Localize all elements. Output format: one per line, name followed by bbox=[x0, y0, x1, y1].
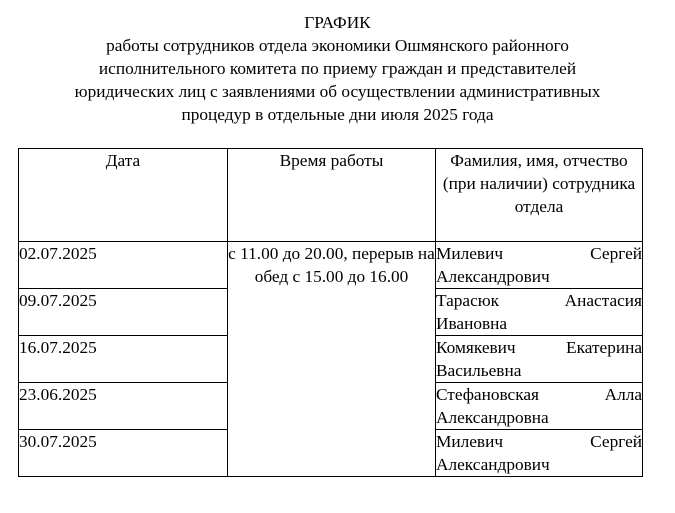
employee-patronymic: Васильевна bbox=[436, 361, 522, 380]
employee-patronymic: Александрович bbox=[436, 267, 550, 286]
employee-patronymic: Александровна bbox=[436, 408, 549, 427]
row-employee bbox=[436, 336, 643, 383]
employee-name: Милевич Сергей bbox=[436, 244, 642, 263]
schedule-table bbox=[18, 148, 643, 477]
employee-name: Милевич Сергей bbox=[436, 432, 642, 451]
header-date: Дата bbox=[19, 149, 228, 242]
heading-line-1: работы сотрудников отдела экономики Ошмянского районного bbox=[106, 36, 569, 55]
row-employee bbox=[436, 383, 643, 430]
table-header-row bbox=[19, 149, 643, 242]
employee-name: Тарасюк Анастасия bbox=[436, 291, 642, 310]
employee-patronymic: Александрович bbox=[436, 455, 550, 474]
heading-line-3: юридических лиц с заявлениями об осуществлении административных bbox=[74, 82, 601, 101]
row-employee bbox=[436, 289, 643, 336]
heading-line-4: процедур в отдельные дни июля 2025 года bbox=[181, 105, 494, 124]
row-date: 16.07.2025 bbox=[19, 336, 228, 383]
row-employee bbox=[436, 430, 643, 477]
work-time-cell: с 11.00 до 20.00, перерыв на обед с 15.00 до 16.00 bbox=[228, 242, 436, 477]
employee-name: Стефановская Алла bbox=[436, 385, 642, 404]
row-date: 30.07.2025 bbox=[19, 430, 228, 477]
row-date: 09.07.2025 bbox=[19, 289, 228, 336]
employee-name: Комякевич Екатерина bbox=[436, 338, 642, 357]
header-work-time: Время работы bbox=[228, 149, 436, 242]
header-employee: Фамилия, имя, отчество (при наличии) сотрудника отдела bbox=[436, 149, 643, 242]
heading-line-2: исполнительного комитета по приему граждан и представителей bbox=[98, 59, 577, 78]
document-heading bbox=[0, 11, 675, 126]
row-employee bbox=[436, 242, 643, 289]
document-title: ГРАФИК bbox=[304, 13, 371, 32]
row-date: 23.06.2025 bbox=[19, 383, 228, 430]
row-date: 02.07.2025 bbox=[19, 242, 228, 289]
table-row bbox=[19, 242, 643, 289]
employee-patronymic: Ивановна bbox=[436, 314, 508, 333]
